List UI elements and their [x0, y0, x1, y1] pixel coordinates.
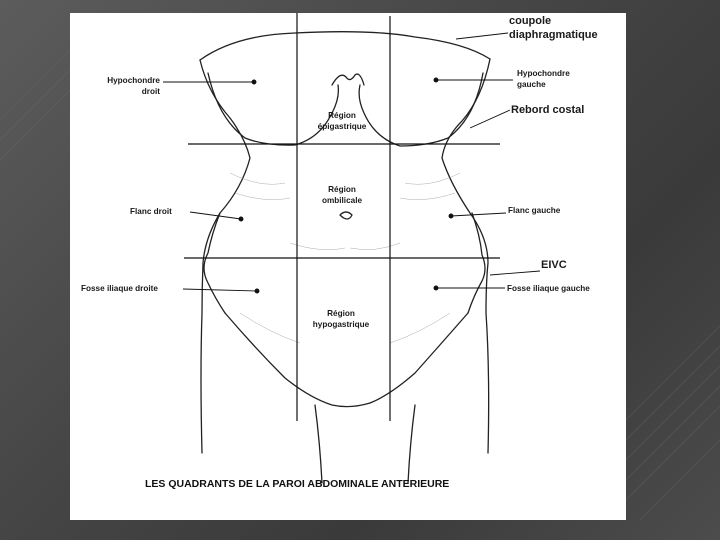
label-region-epigastrique-2: épigastrique [317, 122, 367, 131]
label-rebord-costal: Rebord costal [511, 104, 585, 116]
label-hypochondre-droit-1: Hypochondre [107, 76, 160, 85]
label-region-hypogastrique-1: Région [327, 309, 355, 318]
right-waist [468, 213, 485, 313]
diaphragm-dome [200, 32, 490, 60]
label-diaphragmatique: diaphragmatique [509, 29, 598, 41]
left-costal-margin [359, 73, 483, 146]
label-region-epigastrique-1: Région [328, 111, 356, 120]
figure-title: LES QUADRANTS DE LA PAROI ABDOMINALE ANTERIEURE [145, 478, 450, 490]
label-region-ombilicale-2: ombilicale [321, 196, 363, 205]
leader-flanc-droit [190, 212, 241, 219]
label-hypochondre-gauche-2: gauche [517, 80, 546, 89]
label-eivc: EIVC [541, 259, 567, 271]
left-groin [370, 313, 468, 403]
label-region-hypogastrique-2: hypogastrique [312, 320, 370, 329]
label-hypochondre-gauche-1: Hypochondre [517, 69, 570, 78]
leader-rebord-costal [470, 110, 510, 128]
left-thigh-inner [408, 405, 415, 483]
leader-coupole [456, 33, 508, 39]
dot-hypochondre-droit [252, 80, 256, 84]
label-flanc-gauche: Flanc gauche [508, 206, 561, 215]
label-hypochondre-droit-2: droit [141, 87, 160, 96]
label-region-ombilicale-1: Région [328, 185, 356, 194]
slide-panel [70, 13, 626, 520]
xiphoid [332, 74, 364, 85]
dot-fosse-droite [255, 289, 259, 293]
dot-hypochondre-gauche [434, 78, 438, 82]
left-waist [204, 213, 225, 313]
torso-left-outline [200, 60, 250, 453]
leader-eivc [490, 271, 540, 275]
leader-fosse-droite [183, 289, 257, 291]
dot-flanc-droit [239, 217, 243, 221]
dot-fosse-gauche [434, 286, 438, 290]
leader-flanc-gauche [451, 213, 506, 216]
label-fosse-iliaque-gauche: Fosse iliaque gauche [507, 284, 590, 293]
right-thigh-inner [315, 405, 322, 483]
right-costal-margin [208, 73, 338, 145]
label-coupole: coupole [509, 15, 552, 27]
label-flanc-droit: Flanc droit [130, 207, 172, 216]
dot-flanc-gauche [449, 214, 453, 218]
label-fosse-iliaque-droite: Fosse iliaque droite [81, 284, 158, 293]
umbilicus [340, 212, 352, 219]
